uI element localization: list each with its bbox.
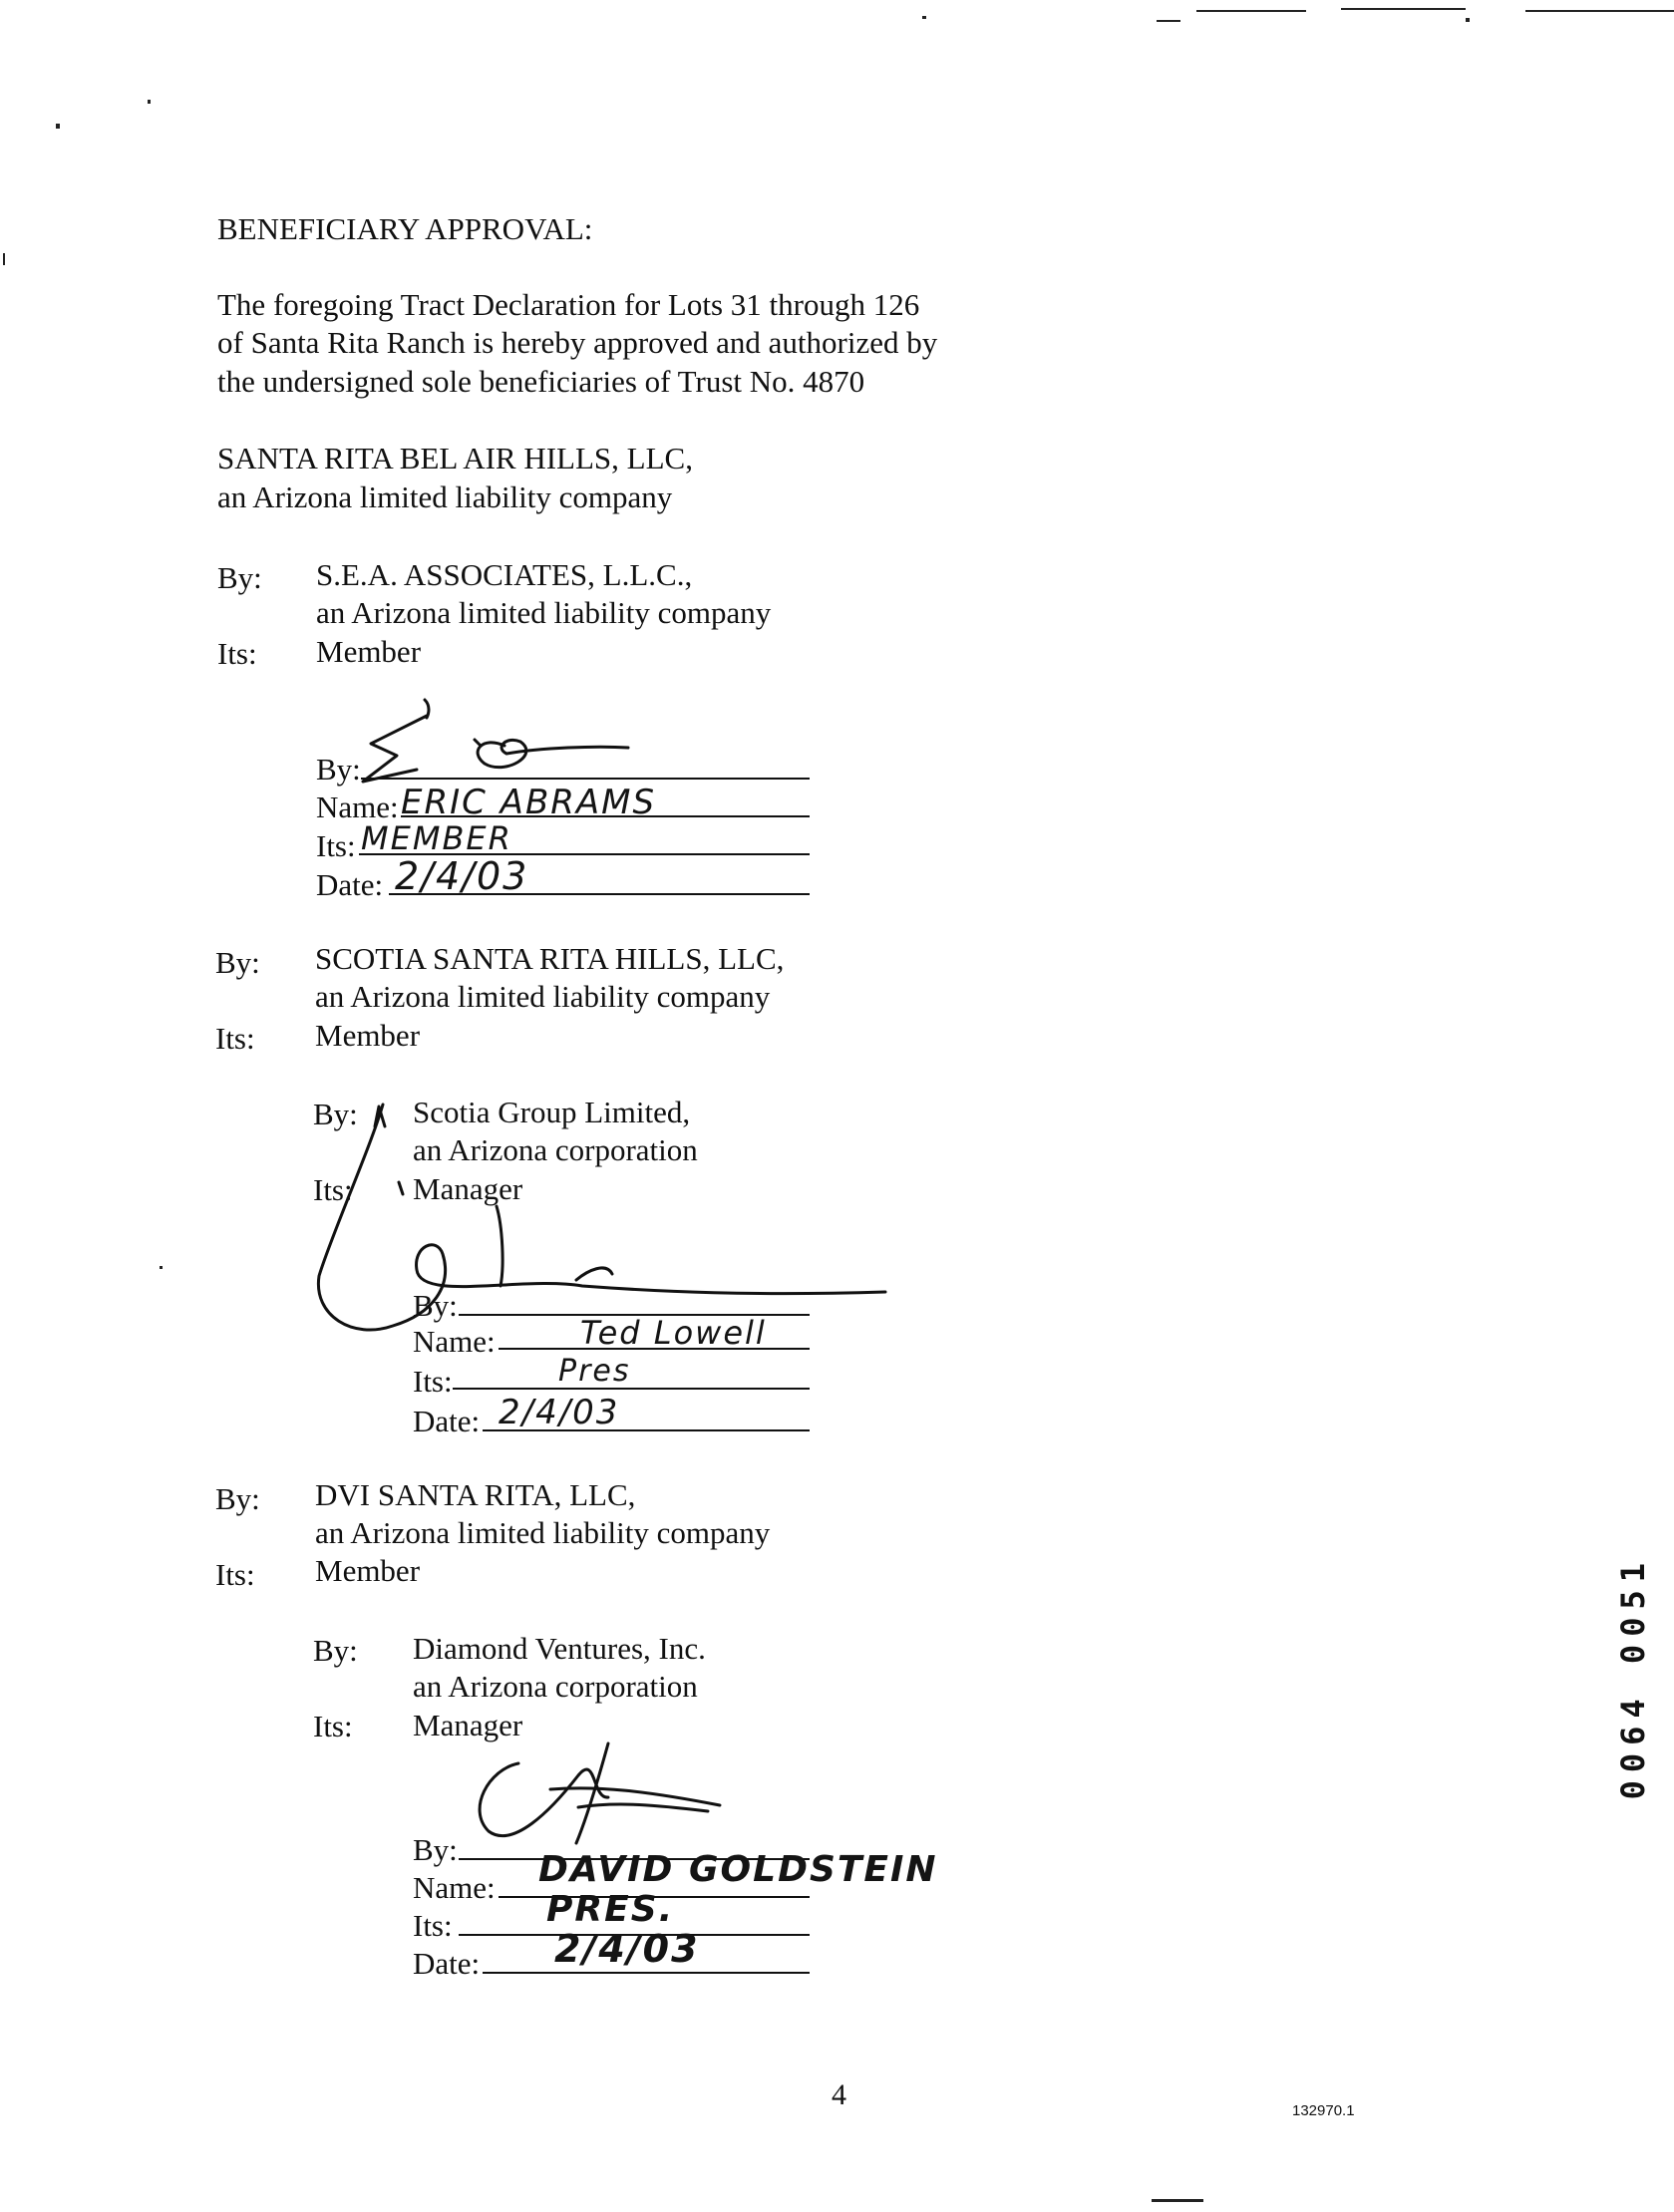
its-label: Its:	[215, 1557, 255, 1592]
scotia-signature	[313, 1087, 911, 1346]
eric-abrams-signature	[357, 696, 676, 795]
scan-mark	[1525, 10, 1674, 12]
member3-sign-date: 2/4/03	[554, 1927, 700, 1971]
its-label: Its:	[215, 1021, 255, 1056]
scan-mark	[1466, 18, 1470, 22]
intro-line: of Santa Rita Ranch is hereby approved and authorized by	[217, 325, 938, 360]
date-label: Date:	[316, 867, 384, 902]
date-label: Date:	[413, 1404, 481, 1438]
member2-sub-role: Manager	[413, 1171, 523, 1206]
scan-mark	[1152, 2199, 1203, 2202]
member1-entity: S.E.A. ASSOCIATES, L.L.C.,	[316, 557, 693, 592]
name-label: Name:	[413, 1324, 496, 1359]
member3-sub-description: an Arizona corporation	[413, 1669, 698, 1704]
its-label: Its:	[313, 1172, 353, 1207]
by-label: By:	[313, 1097, 358, 1131]
name-line	[401, 815, 810, 817]
its-label: Its:	[413, 1364, 453, 1399]
scan-mark	[56, 124, 60, 129]
scan-mark	[3, 253, 5, 265]
its-line	[453, 1388, 810, 1390]
scan-mark	[148, 100, 151, 104]
member2-sub-description: an Arizona corporation	[413, 1132, 698, 1167]
by-label: By:	[217, 560, 262, 595]
date-line	[483, 1972, 810, 1974]
date-label: Date:	[413, 1946, 481, 1981]
by-label: By:	[316, 752, 361, 787]
its-label: Its:	[413, 1908, 453, 1943]
member1-role: Member	[316, 634, 422, 669]
recording-number-stamp: 0064 0051	[1614, 1555, 1652, 1800]
scan-mark	[1341, 8, 1466, 10]
by-label: By:	[215, 945, 260, 980]
member3-signer-name: DAVID GOLDSTEIN	[538, 1849, 938, 1890]
member1-signer-name: ERIC ABRAMS	[401, 783, 657, 822]
by-label: By:	[413, 1288, 458, 1323]
intro-line: the undersigned sole beneficiaries of Trust No. 4870	[217, 364, 865, 399]
member2-role: Member	[315, 1018, 421, 1053]
company-name: SANTA RITA BEL AIR HILLS, LLC,	[217, 441, 693, 475]
scan-mark	[1157, 20, 1180, 22]
member2-sign-date: 2/4/03	[499, 1393, 620, 1432]
name-line	[499, 1348, 810, 1350]
page-number: 4	[832, 2078, 846, 2111]
document-id: 132970.1	[1292, 2102, 1355, 2119]
scan-mark	[1196, 10, 1306, 12]
its-label: Its:	[217, 636, 257, 671]
member3-entity: DVI SANTA RITA, LLC,	[315, 1477, 636, 1512]
company-description: an Arizona limited liability company	[217, 479, 673, 514]
heading: BENEFICIARY APPROVAL:	[217, 211, 593, 246]
name-label: Name:	[413, 1870, 496, 1905]
scan-mark	[922, 16, 926, 19]
member3-signer-title: PRES.	[546, 1889, 675, 1930]
date-line	[483, 1429, 810, 1431]
diamond-ventures-signature	[459, 1739, 778, 1859]
member3-description: an Arizona limited liability company	[315, 1515, 771, 1550]
member1-description: an Arizona limited liability company	[316, 595, 772, 630]
name-label: Name:	[316, 790, 399, 824]
by-label: By:	[313, 1633, 358, 1668]
by-label: By:	[413, 1832, 458, 1867]
member1-signer-title: MEMBER	[361, 819, 512, 857]
member2-signer-title: Pres	[558, 1354, 631, 1389]
date-line	[389, 893, 810, 895]
by-label: By:	[215, 1481, 260, 1516]
its-label: Its:	[313, 1709, 353, 1743]
member2-description: an Arizona limited liability company	[315, 979, 771, 1014]
member1-sign-date: 2/4/03	[395, 854, 529, 898]
member3-sub-role: Manager	[413, 1708, 523, 1742]
its-label: Its:	[316, 828, 356, 863]
member3-role: Member	[315, 1553, 421, 1588]
member3-sub-entity: Diamond Ventures, Inc.	[413, 1631, 706, 1666]
member2-entity: SCOTIA SANTA RITA HILLS, LLC,	[315, 941, 785, 976]
member2-sub-entity: Scotia Group Limited,	[413, 1095, 691, 1129]
member2-signer-name: Ted Lowell	[580, 1314, 767, 1352]
scan-mark	[160, 1266, 163, 1269]
intro-line: The foregoing Tract Declaration for Lots 31 through 126	[217, 287, 920, 322]
